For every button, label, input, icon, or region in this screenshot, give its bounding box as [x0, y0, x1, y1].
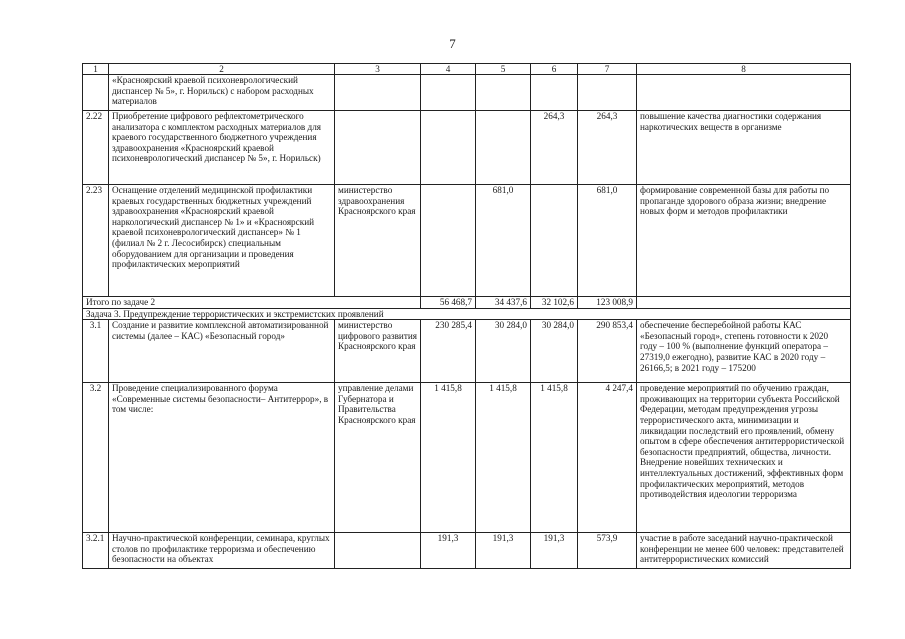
table-row: [83, 383, 851, 533]
row-value-7: 290 853,4: [578, 320, 637, 383]
total-value-6: 32 102,6: [531, 297, 578, 309]
row-value-6: 191,3: [531, 533, 578, 569]
header-col-4: 4: [421, 64, 476, 75]
row-value-4: [421, 111, 476, 185]
header-col-8: 8: [637, 64, 851, 75]
row-number: 3.1: [83, 320, 109, 383]
header-col-5: 5: [476, 64, 531, 75]
row-executor: [335, 533, 421, 569]
row-value-5: 681,0: [476, 185, 531, 297]
total-value-4: 56 468,7: [421, 297, 476, 309]
row-value-7: 4 247,4: [578, 383, 637, 533]
row-activity: Приобретение цифрового рефлектометрического анализатора с комплектом расходных материалов для краевого государственного бюджетного учреждения здравоохранения «Красноярский краевой психоневрологический диспансер № 5», г. Норильск): [109, 111, 335, 185]
row-value-7: 573,9: [578, 533, 637, 569]
row-number: 2.23: [83, 185, 109, 297]
row-activity: Проведение специализированного форума «Современные системы безопасности– Антитеррор», в том числе:: [109, 383, 335, 533]
row-value-4: 1 415,8: [421, 383, 476, 533]
row-result: повышение качества диагностики содержания наркотических веществ в организме: [637, 111, 851, 185]
row-activity: Оснащение отделений медицинской профилактики краевых государственных бюджетных учреждений здравоохранения «Красноярский краевой наркологический диспансер № 1» и «Красноярский краевой психоневрологический диспансер» № 1 (филиал № 2 г. Лесосибирск) специальным оборудованием для организации и проведения профилактических мероприятий: [109, 185, 335, 297]
row-executor: [335, 111, 421, 185]
row-result: проведение мероприятий по обучению граждан, проживающих на территории субъекта Российской Федерации, методам предупреждения угрозы террористического акта, минимизации и ликвидации последствий его проявлений, обмену опытом в сфере обеспечения антитеррористической безопасности предприятий, общества, личности. Внедрение новейших технических и интеллектуальных достижений, эффективных форм профилактических мероприятий, методов противодействия идеологии терроризма: [637, 383, 851, 533]
row-value-4: 230 285,4: [421, 320, 476, 383]
row-value-4: [421, 185, 476, 297]
row-value-6: 264,3: [531, 111, 578, 185]
row-activity: Научно-практической конференции, семинара, круглых столов по профилактике терроризма и обеспечению безопасности на объектах: [109, 533, 335, 569]
row-result: формирование современной базы для работы по пропаганде здорового образа жизни; внедрение новых форм и методов профилактики: [637, 185, 851, 297]
total-label: Итого по задаче 2: [83, 297, 421, 309]
row-executor: министерство здравоохранения Красноярского края: [335, 185, 421, 297]
header-row: [83, 64, 851, 75]
table-row: [83, 111, 851, 185]
total-value-5: 34 437,6: [476, 297, 531, 309]
table-row: [83, 320, 851, 383]
row-value-4: 191,3: [421, 533, 476, 569]
row-value-7: 264,3: [578, 111, 637, 185]
header-col-1: 1: [83, 64, 109, 75]
header-col-2: 2: [109, 64, 335, 75]
program-table: [82, 63, 851, 569]
row-number: 3.2.1: [83, 533, 109, 569]
row-result: обеспечение бесперебойной работы КАС «Безопасный город», степень готовности к 2020 году – 100 % (выполнение функций оператора – 27319,0 ежегодно), развитие КАС в 2020 году – 26166,5; в 2021 году – 175200: [637, 320, 851, 383]
header-col-6: 6: [531, 64, 578, 75]
row-activity: Создание и развитие комплексной автоматизированной системы (далее – КАС) «Безопасный город»: [109, 320, 335, 383]
row-number: [83, 75, 109, 111]
task-row: [83, 308, 851, 320]
row-executor: управление делами Губернатора и Правительства Красноярского края: [335, 383, 421, 533]
row-activity: «Красноярский краевой психоневрологический диспансер № 5», г. Норильск) с набором расходных материалов: [109, 75, 335, 111]
table-row: [83, 533, 851, 569]
row-number: 3.2: [83, 383, 109, 533]
row-value-7: 681,0: [578, 185, 637, 297]
row-number: 2.22: [83, 111, 109, 185]
row-value-6: 1 415,8: [531, 383, 578, 533]
page-number: 7: [449, 36, 456, 51]
row-value-5: 30 284,0: [476, 320, 531, 383]
row-value-5: 191,3: [476, 533, 531, 569]
header-col-3: 3: [335, 64, 421, 75]
row-value-5: [476, 111, 531, 185]
table-row: [83, 75, 851, 111]
header-col-7: 7: [578, 64, 637, 75]
row-value-6: [531, 185, 578, 297]
total-row: [83, 297, 851, 309]
task-label: Задача 3. Предупреждение террористических и экстремистских проявлений: [83, 308, 851, 320]
row-result: участие в работе заседаний научно-практической конференции не менее 600 человек: представителей антитеррористических комиссий: [637, 533, 851, 569]
table-row: [83, 185, 851, 297]
row-value-5: 1 415,8: [476, 383, 531, 533]
row-executor: министерство цифрового развития Красноярского края: [335, 320, 421, 383]
row-value-6: 30 284,0: [531, 320, 578, 383]
total-value-7: 123 008,9: [578, 297, 637, 309]
